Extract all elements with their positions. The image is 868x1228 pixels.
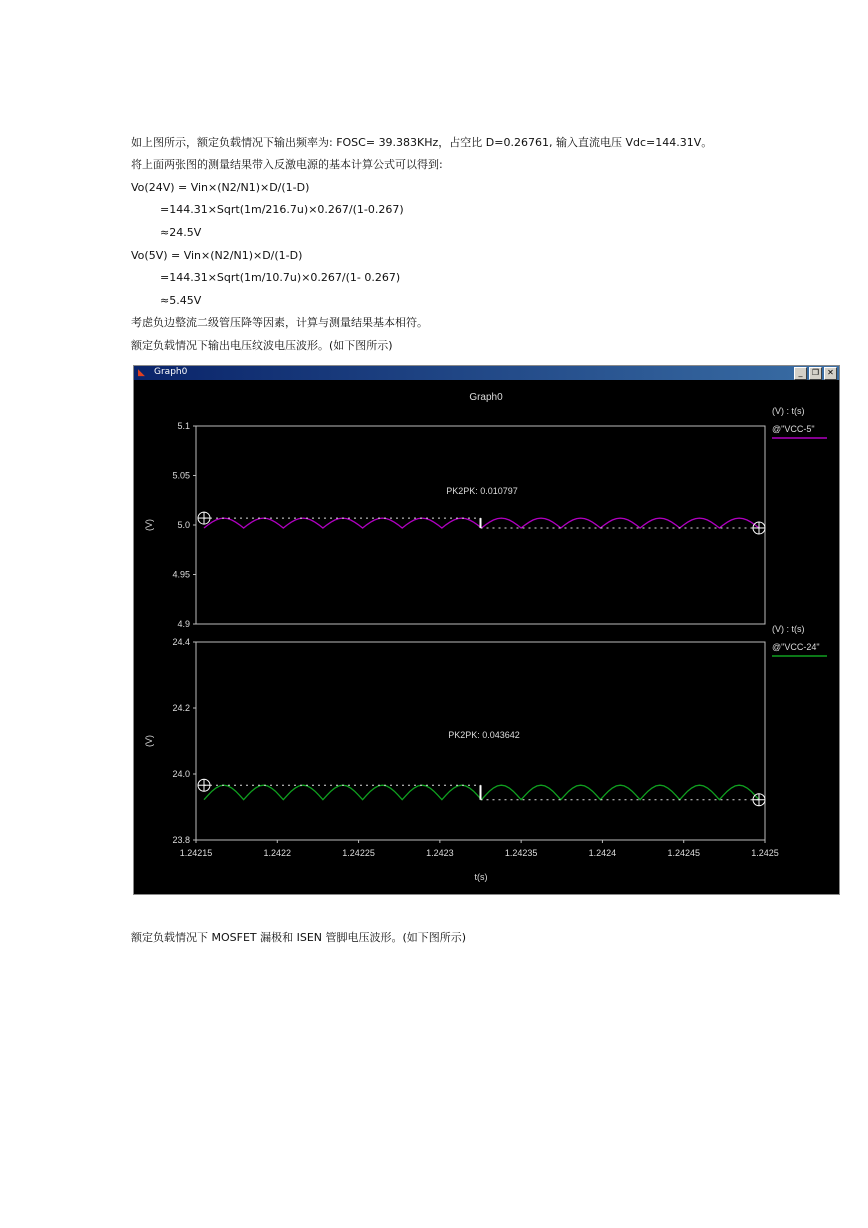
x-tick-label: 1.2424 xyxy=(588,848,617,858)
x-axis-label: t(s) xyxy=(474,872,488,882)
formula-5v-result: ≈5.45V xyxy=(160,294,202,307)
formula-24v-result: ≈24.5V xyxy=(160,226,202,239)
paragraph-ripple-caption: 额定负载情况下输出电压纹波电压波形。(如下图所示) xyxy=(131,339,393,352)
paragraph-formula-intro: 将上面两张图的测量结果带入反激电源的基本计算公式可以得到: xyxy=(131,158,443,171)
legend-entry-vcc5: @"VCC-5" xyxy=(772,424,815,434)
y-tick-label: 5.05 xyxy=(172,470,190,481)
paragraph-conclusion: 考虑负边整流二级管压降等因素，计算与测量结果基本相符。 xyxy=(131,316,428,329)
window-titlebar[interactable] xyxy=(134,366,839,380)
bottom-plot-frame xyxy=(196,642,765,840)
x-tick-label: 1.2425 xyxy=(751,848,779,858)
paragraph-frequency: 如上图所示，额定负载情况下输出频率为: FOSC= 39.383KHz，占空比 D=0.26761, 输入直流电压 Vdc=144.31V。 xyxy=(131,136,713,149)
y-tick-label: 24.4 xyxy=(172,637,190,647)
x-tick-label: 1.2422 xyxy=(263,848,292,858)
x-tick-label: 1.24225 xyxy=(342,848,375,858)
x-tick-label: 1.2423 xyxy=(426,848,454,858)
y-tick-label: 24.0 xyxy=(172,769,190,779)
paragraph-mosfet-caption: 额定负载情况下 MOSFET 漏极和 ISEN 管脚电压波形。(如下图所示) xyxy=(131,931,467,944)
x-tick-label: 1.24235 xyxy=(504,848,538,858)
graph-title: Graph0 xyxy=(469,392,503,403)
app-logo-icon: ◣ xyxy=(138,368,145,378)
legend-header-bottom: (V) : t(s) xyxy=(772,624,805,634)
y-tick-label: 23.8 xyxy=(172,835,190,845)
close-button[interactable]: ✕ xyxy=(824,367,837,380)
legend-entry-vcc24: @"VCC-24" xyxy=(772,642,820,652)
minimize-button[interactable]: _ xyxy=(794,367,807,380)
y-tick-label: 4.9 xyxy=(177,619,190,629)
x-tick-label: 1.24245 xyxy=(667,848,700,858)
graph-plot-area xyxy=(134,380,839,894)
window-title: Graph0 xyxy=(154,367,188,377)
y-axis-label-bottom: (V) xyxy=(144,735,154,747)
restore-button[interactable]: ❐ xyxy=(809,367,822,380)
x-tick-label: 1.24215 xyxy=(179,848,213,858)
legend-header-top: (V) : t(s) xyxy=(772,406,805,416)
y-axis-label-top: (V) xyxy=(144,519,154,531)
graph-window xyxy=(133,365,840,895)
y-tick-label: 5.0 xyxy=(177,520,190,530)
formula-24v: Vo(24V) = Vin×(N2/N1)×D/(1-D) xyxy=(131,181,310,194)
formula-24v-step: =144.31×Sqrt(1m/216.7u)×0.267/(1-0.267) xyxy=(160,203,404,216)
y-tick-label: 5.1 xyxy=(177,421,190,431)
y-tick-label: 24.2 xyxy=(172,703,190,713)
pk2pk-annotation-top: PK2PK: 0.010797 xyxy=(446,486,518,496)
y-tick-label: 4.95 xyxy=(172,569,190,580)
formula-5v: Vo(5V) = Vin×(N2/N1)×D/(1-D) xyxy=(131,249,303,262)
pk2pk-annotation-bottom: PK2PK: 0.043642 xyxy=(448,730,520,740)
formula-5v-step: =144.31×Sqrt(1m/10.7u)×0.267/(1- 0.267) xyxy=(160,271,401,284)
